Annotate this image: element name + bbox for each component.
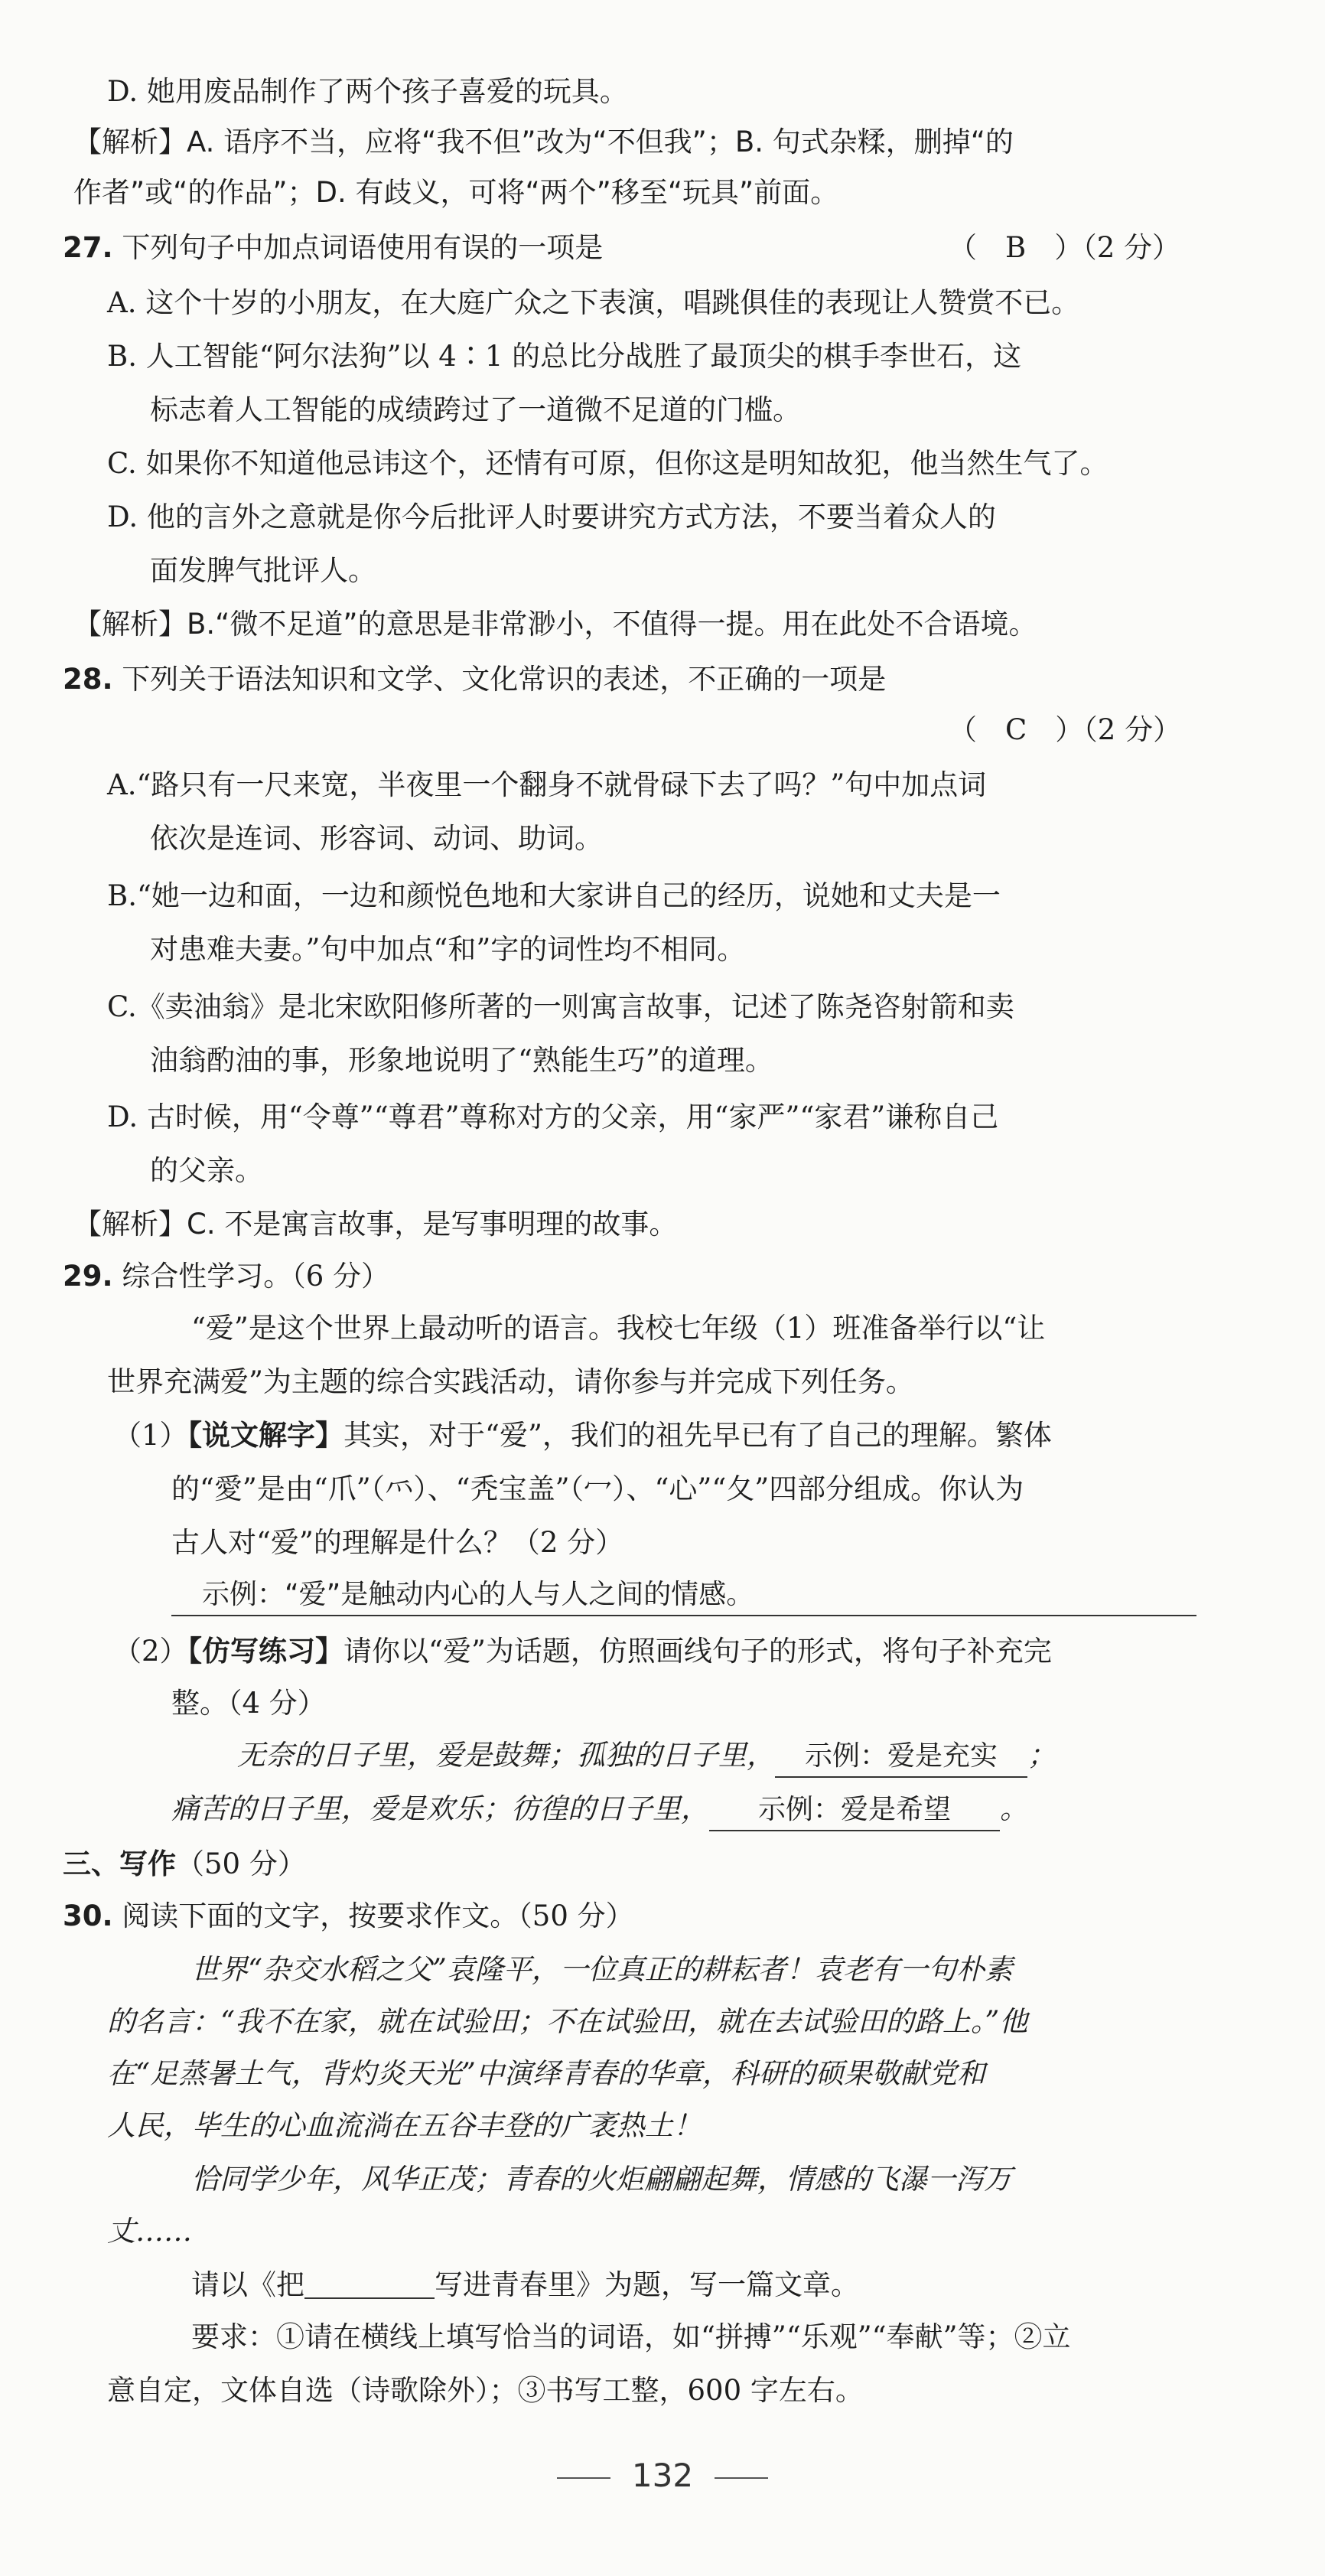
q28-option-a-line1: A.“路只有一尺来宽，半夜里一个翻身不就骨碌下去了吗？”句中加点词: [107, 768, 987, 801]
q30-material-line6: 丈……: [107, 2215, 192, 2248]
q29-part1-line3: 古人对“爱”的理解是什么？（2 分）: [171, 1526, 624, 1559]
q29-part2-sentence2: [171, 1789, 1028, 1831]
section-writing-title: 三、写作: [63, 1847, 176, 1880]
q30-title-suffix: 写进青春里》为题，写一篇文章。: [435, 2268, 859, 2301]
q29-part2-line2: 整。（4 分）: [171, 1687, 326, 1720]
q29-part1-line1: [113, 1416, 1052, 1456]
q29-part1-prefix: （1）: [113, 1419, 188, 1452]
q29-part1-line2: 的“愛”是由“爪”（⺤）、“秃宝盖”（冖）、“心”“夂”四部分组成。你认为: [171, 1472, 1024, 1505]
q30-material-line4: 人民，毕生的心血流淌在五谷丰登的广袤热土！: [107, 2109, 702, 2142]
q28-answer: （ C ）（2 分）: [949, 713, 1182, 746]
q28-option-d-line1: D. 古时候，用“令尊”“尊君”尊称对方的父亲，用“家严”“家君”谦称自己: [107, 1101, 999, 1133]
q26-analysis-line1: 【解析】A. 语序不当，应将“我不但”改为“不但我”；B. 句式杂糅，删掉“的: [73, 126, 1014, 158]
q29-part2-answer1: 示例：爱是充实: [775, 1736, 1027, 1778]
q27-answer: （ B ）（2 分）: [949, 231, 1180, 264]
q28-stem: [63, 660, 886, 699]
q29-part2-sentence2-text: 痛苦的日子里，爱是欢乐；彷徨的日子里，: [171, 1792, 709, 1825]
page-number-right-dash: [715, 2477, 768, 2479]
q28-option-b-line1: B.“她一边和面，一边和颜悦色地和大家讲自己的经历，说她和丈夫是一: [107, 879, 1001, 912]
q27-option-b-line1: B. 人工智能“阿尔法狗”以 4∶1 的总比分战胜了最顶尖的棋手李世石，这: [107, 340, 1022, 373]
q29-part2-text1: 请你以“爱”为话题，仿照画线句子的形式，将句子补充完: [343, 1635, 1052, 1668]
q30-number: 30.: [63, 1899, 113, 1932]
page-number-left-dash: [557, 2477, 610, 2479]
q29-part2-tag: 【仿写练习】: [187, 1635, 344, 1668]
q29-stem-text: 综合性学习。（6 分）: [122, 1260, 390, 1293]
q28-option-a-line2: 依次是连词、形容词、动词、助词。: [150, 822, 603, 855]
q30-material-line3: 在“足蒸暑土气，背灼炎天光”中演绎青春的华章，科研的硕果敬献党和: [107, 2057, 985, 2090]
q29-stem: [63, 1257, 389, 1296]
q27-analysis: 【解析】B.“微不足道”的意思是非常渺小，不值得一提。用在此处不合语境。: [73, 608, 1037, 641]
q29-part2-sentence1-text: 无奈的日子里，爱是鼓舞；孤独的日子里，: [237, 1739, 775, 1772]
q30-requirements-line2: 意自定，文体自选（诗歌除外）；③书写工整，600 字左右。: [107, 2374, 864, 2407]
section-writing-score: （50 分）: [176, 1847, 306, 1880]
q27-stem: [63, 228, 603, 268]
section-writing-heading: [63, 1844, 306, 1884]
q29-part2-sentence1: [237, 1736, 1056, 1778]
q28-option-c-line1: C.《卖油翁》是北宋欧阳修所著的一则寓言故事，记述了陈尧咨射箭和卖: [107, 990, 1014, 1023]
q28-number: 28.: [63, 663, 113, 696]
q29-intro-line1: “爱”是这个世界上最动听的语言。我校七年级（1）班准备举行以“让: [191, 1312, 1046, 1345]
q30-material-line1: 世界“杂交水稻之父”袁隆平，一位真正的耕耘者！袁老有一句朴素: [191, 1953, 1013, 1986]
q30-title-prefix: 请以《把: [191, 2268, 304, 2301]
q29-intro-line2: 世界充满爱”为主题的综合实践活动，请你参与并完成下列任务。: [107, 1365, 914, 1398]
q26-option-d: D. 她用废品制作了两个孩子喜爱的玩具。: [107, 75, 628, 108]
q30-material-line5: 恰同学少年，风华正茂；青春的火炬翩翩起舞，情感的飞瀑一泻万: [191, 2163, 1012, 2196]
q28-option-b-line2: 对患难夫妻。”句中加点“和”字的词性均不相同。: [150, 933, 746, 966]
q29-part2-sentence2-end: 。: [1000, 1792, 1028, 1825]
page-number-text: 132: [631, 2457, 694, 2494]
q29-part2-line1: [113, 1632, 1052, 1671]
q30-title-instruction: [191, 2265, 859, 2305]
q30-requirements-line1: 要求：①请在横线上填写恰当的词语，如“拼搏”“乐观”“奉献”等；②立: [191, 2320, 1071, 2353]
q28-option-d-line2: 的父亲。: [150, 1154, 263, 1187]
q30-stem: [63, 1896, 634, 1936]
q28-analysis: 【解析】C. 不是寓言故事，是写事明理的故事。: [73, 1208, 678, 1241]
q30-title-blank: [304, 2267, 435, 2299]
q29-number: 29.: [63, 1260, 113, 1293]
q26-analysis-line2: 作者”或“的作品”；D. 有歧义，可将“两个”移至“玩具”前面。: [73, 176, 839, 209]
q30-stem-text: 阅读下面的文字，按要求作文。（50 分）: [122, 1899, 634, 1932]
q29-part2-answer2: 示例：爱是希望: [709, 1790, 1000, 1831]
q27-number: 27.: [63, 231, 113, 264]
page-number: [0, 2457, 1325, 2494]
q27-option-d-line2: 面发脾气批评人。: [150, 554, 376, 587]
q30-material-line2: 的名言：“我不在家，就在试验田；不在试验田，就在去试验田的路上。”他: [107, 2005, 1028, 2038]
q27-option-c: C. 如果你不知道他忌讳这个，还情有可原，但你这是明知故犯，他当然生气了。: [107, 447, 1109, 480]
q28-option-c-line2: 油翁酌油的事，形象地说明了“熟能生巧”的道理。: [150, 1044, 773, 1077]
q29-part1-text1: 其实，对于“爱”，我们的祖先早已有了自己的理解。繁体: [343, 1419, 1052, 1452]
q27-option-a: A. 这个十岁的小朋友，在大庭广众之下表演，唱跳俱佳的表现让人赞赏不已。: [107, 286, 1080, 319]
q27-stem-text: 下列句子中加点词语使用有误的一项是: [122, 231, 604, 264]
q29-part1-tag: 【说文解字】: [187, 1419, 344, 1452]
q29-part2-prefix: （2）: [113, 1635, 188, 1668]
q27-option-d-line1: D. 他的言外之意就是你今后批评人时要讲究方式方法，不要当着众人的: [107, 501, 996, 533]
q28-stem-text: 下列关于语法知识和文学、文化常识的表述，不正确的一项是: [122, 663, 887, 696]
q29-part2-sentence1-end: ；: [1027, 1739, 1056, 1772]
q29-part1-answer: 示例：“爱”是触动内心的人与人之间的情感。: [171, 1575, 1196, 1616]
q27-option-b-line2: 标志着人工智能的成绩跨过了一道微不足道的门槛。: [150, 393, 801, 426]
